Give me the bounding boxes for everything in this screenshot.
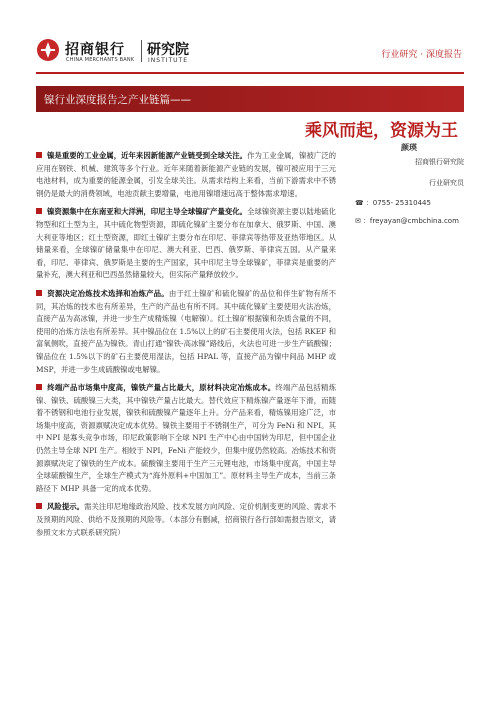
cmb-logo-icon: [36, 38, 60, 62]
summary-paragraph-demand: [36, 150, 336, 200]
paragraph-lead: 镍资源集中在东南亚和大洋洲，印尼主导全球镍矿产量变化。: [47, 207, 248, 217]
paragraph-lead: 资源决定冶炼技术选择和冶炼产品。: [47, 288, 169, 298]
institute-name-en: INSTITUTE: [148, 57, 189, 64]
report-title: 乘风而起，资源为王: [305, 121, 458, 141]
paragraph-text: 全球镍资源主要以陆地硫化物型和红土型为主，其中硫化物型资源，即硫化镍矿主要分布在加拿大、俄罗斯、中国、澳大利亚等地区；红土型资源，即红土镍矿主要分布在印尼、菲律宾等热带及亚热带地区。从储量来看，全球镍矿储量集中在印尼、澳大利亚、巴西、俄罗斯、菲律宾五国。从产量来看，印尼、菲律宾、俄罗斯是主要的生产国家，其中印尼主导全球镍矿，菲律宾是重要的产量补充，澳大利亚和巴西虽然储量较大，但实际产量释放较少。: [36, 207, 336, 280]
report-header: [0, 0, 500, 72]
bullet-icon: [36, 503, 42, 509]
paragraph-text: 由于红土镍矿和硫化镍矿的品位和伴生矿物有所不同，其冶炼的技术也有所差异，生产的产品也有所不同。其中硫化镍矿主要使用火法冶炼，直接产品为高冰镍，并进一步生产成精炼镍（电解镍）。红土镍矿根据镍和杂质含量的不同，使用的冶炼方法也有所差异。其中镍品位在 1.5%以上的矿石主要使用火法，包括 RKEF 和富氧侧吹，直接产品为镍铁。青山打通“镍铁-高冰镍”路线后，火法也可进一步生产硫酸镍；镍品位在 1.5%以下的矿石主要使用湿法，包括 HPAL 等，直接产品为镍中间品 MHP 或 MSP，并进一步生成硫酸镍或电解镍。: [36, 288, 336, 374]
brand-name-cn: 招商银行: [65, 42, 125, 58]
phone-icon: ☎: [355, 199, 364, 207]
phone-number[interactable]: 0755- 25310445: [372, 199, 431, 207]
summary-paragraph-smelting: [36, 288, 336, 376]
paragraph-text: 终端产品包括精炼镍、镍铁、硫酸镍三大类，其中镍铁产量占比最大。替代效应下精炼镍产量逐年下滑，而随着不锈钢和电池行业发展，镍铁和硫酸镍产量逐年上升。分产品来看，精炼镍用途广泛，市场集中度高，资源禀赋决定成本优势。镍铁主要用于不锈钢生产，可分为 FeNi 和 NPI。其中 NPI 是寡头竞争市场，印尼政策影响下全球 NPI 生产中心由中国转为印尼，但中国企业仍然主导全球 NPI 生产。相较于 NPI，FeNi 产能较少，但集中度仍然较高。冶炼技术和资源禀赋决定了镍铁的生产成本。硫酸镍主要用于生产三元锂电池，市场集中度高，中国主导全球硫酸镍生产，全球生产模式为“海外原料+中国加工”。原材料主导生产成本，当前三条路径下 MHP 具备一定的成本优势。: [36, 383, 336, 493]
analyst-organization: 招商银行研究院: [415, 158, 464, 166]
paragraph-text: 作为工业金属，镍被广泛的应用在钢铁、机械、建筑等多个行业。近年来随着新能源产业链的发展，镍可被应用于三元电池材料，成为重要的能源金属，引发全球关注。从需求结构上来看，当前下游需求中不锈钢仍是最大的消费领域，电池贡献主要增量，电池用镍增速远高于整体需求增速。: [36, 151, 336, 198]
bullet-icon: [36, 208, 42, 214]
title-banner: [36, 86, 464, 154]
summary-paragraph-risks: [36, 501, 336, 539]
logo-divider: [141, 40, 142, 62]
mail-icon: ✉: [355, 217, 361, 225]
analyst-email: ✉ ：freyayan@cmbchina.com: [355, 217, 459, 225]
institute-name-cn: 研究院: [147, 42, 189, 58]
analyst-name: 颜瑛: [401, 142, 417, 152]
summary-paragraph-resources: [36, 206, 336, 282]
paragraph-lead: 镍是重要的工业金属，近年来因新能源产业链受到全球关注。: [47, 151, 248, 160]
paragraph-lead: 风险提示。: [47, 502, 85, 512]
summary-body: [36, 150, 336, 545]
report-type-label: 行业研究 · 深度报告: [381, 50, 462, 60]
header-divider: [36, 72, 464, 74]
paragraph-lead: 终端产品市场集中度高，镍铁产量占比最大，原材料决定冶炼成本。: [47, 383, 276, 393]
analyst-title: 行业研究员: [429, 179, 464, 187]
bullet-icon: [36, 152, 42, 158]
analyst-phone: ☎ ：0755- 25310445: [355, 199, 431, 207]
bullet-icon: [36, 384, 42, 390]
report-subtitle: 镍行业深度报告之产业链篇——: [44, 94, 191, 106]
email-address[interactable]: freyayan@cmbchina.com: [369, 217, 459, 225]
bullet-icon: [36, 290, 42, 296]
summary-paragraph-products: [36, 382, 336, 495]
paragraph-text: 需关注印尼地缘政治风险、技术发展方向风险、定价机制变更的风险、需求不及预期的风险、供给不及预期的风险等。（本部分有删减，招商银行各行部如需报告原文，请参照文末方式联系研究院）: [36, 502, 336, 537]
brand-name-en: CHINA MERCHANTS BANK: [66, 57, 135, 63]
